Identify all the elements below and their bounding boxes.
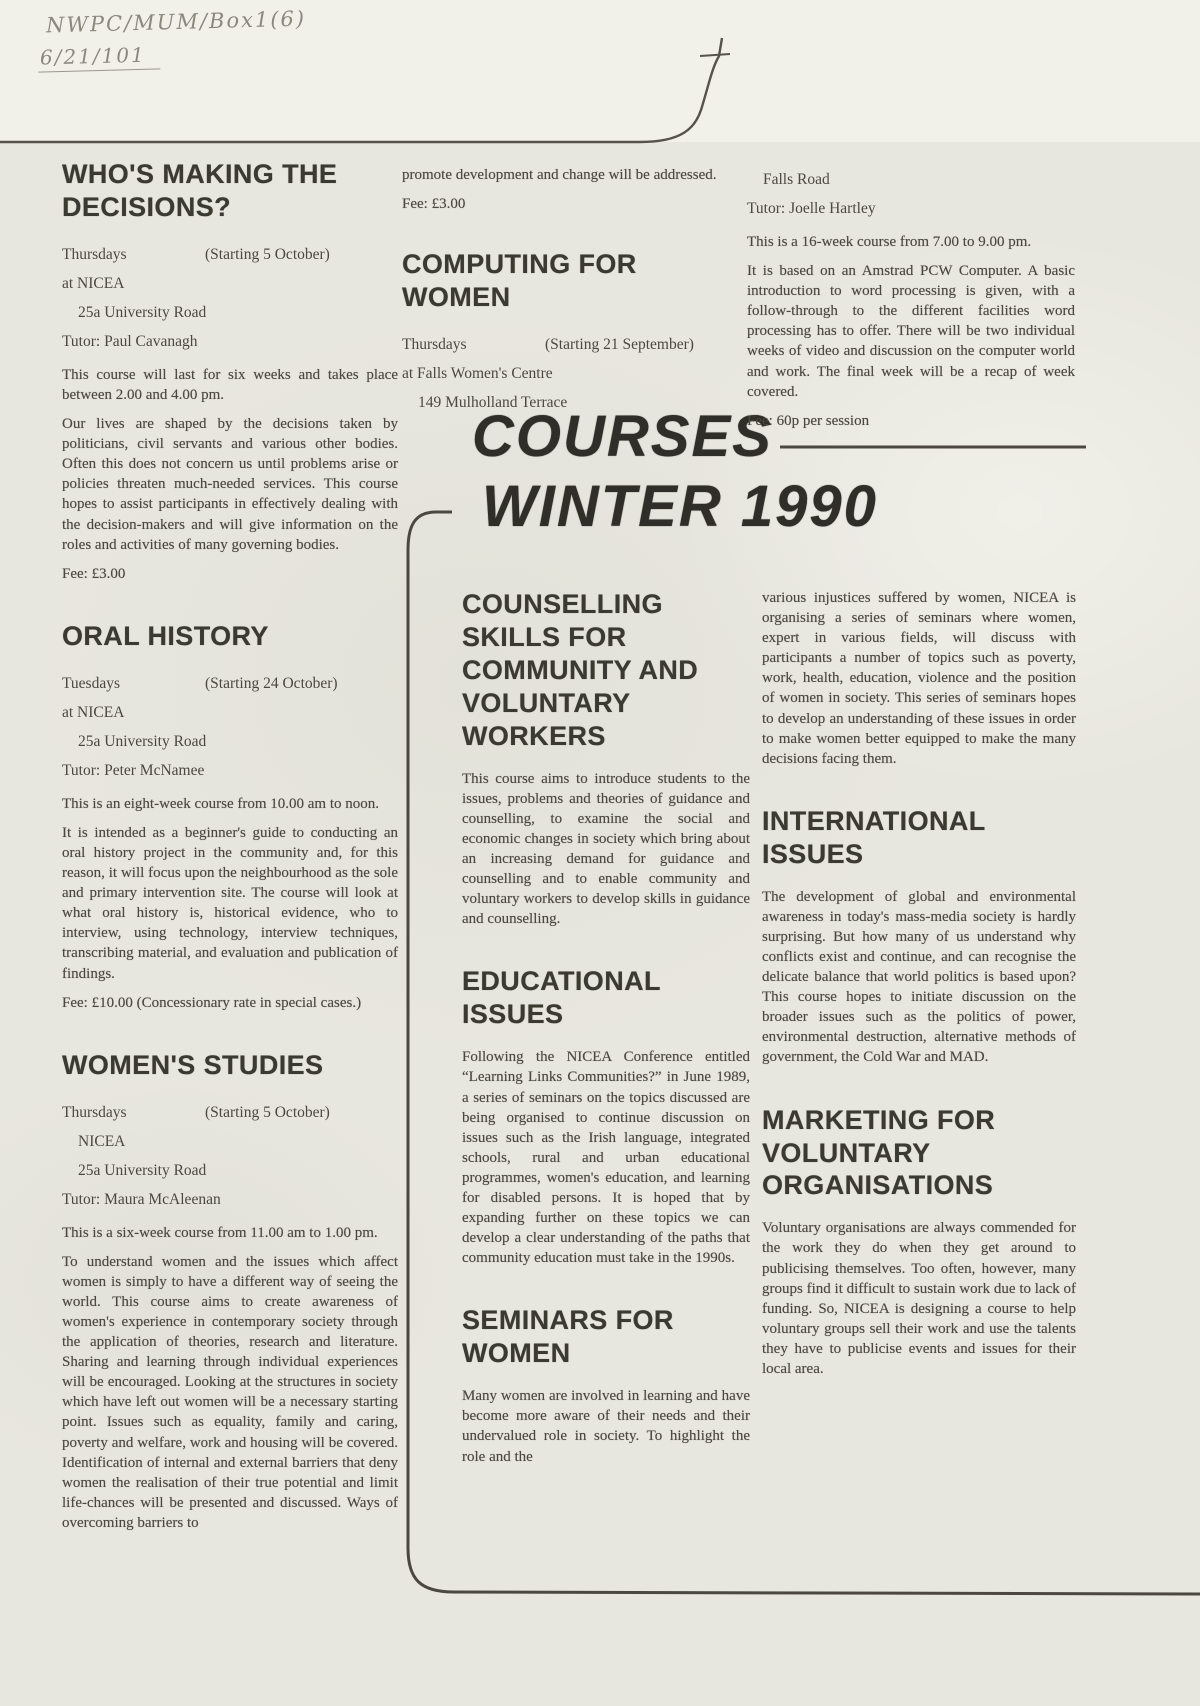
course-paragraph: This is a six-week course from 11.00 am to 1.00 pm. <box>62 1224 378 1241</box>
course-paragraph: Our lives are shaped by the decisions taken by politicians, civil servants and various other bodies. Often this does not concern us until problems arise or policies threaten much-needed services. This course hopes to assist participants in effectively dealing with the decision-makers and will give information on the roles and activities of many governing bodies. <box>62 416 398 553</box>
course-start-date: (Starting 5 October) <box>205 1103 330 1121</box>
course-start-date: (Starting 24 October) <box>205 674 338 692</box>
course-address: 25a University Road <box>78 1161 207 1179</box>
course-heading: COMPUTING FOR WOMEN <box>402 249 637 313</box>
course-paragraph: It is based on an Amstrad PCW Computer. A basic introduction to word processing is given, with a follow-through to the different facilities word processing has to offer. There will be two individual weeks of video and discussion on the computer world and work. The final week will be a recap of week covered. <box>747 263 1075 400</box>
course-paragraph: This course will last for six weeks and takes place between 2.00 and 4.00 pm. <box>62 366 398 403</box>
course-section-womens-studies <box>62 1049 398 1533</box>
handwritten-date-ref: 6/21/101 <box>38 42 160 72</box>
course-meta <box>62 669 398 785</box>
course-tutor: Tutor: Maura McAleenan <box>62 1190 221 1208</box>
course-paragraph: To understand women and the issues which affect women is simply to have a different way of seeing the world. This course aims to create awareness of women's experience in contemporary society through the application of theories, research and literature. Sharing and learning through individual experiences will be encouraged. Looking at the structures in society which have left out women will be a necessary starting point. Issues such as equality, family and caring, poverty and welfare, work and housing will be covered. Identification of internal and external barriers that deny women the realisation of their true potential and limit life-chances will be presented and discussed. Ways of overcoming barriers to <box>62 1253 398 1531</box>
left-column <box>62 158 398 1533</box>
course-heading: ORAL HISTORY <box>62 620 269 651</box>
course-meta <box>402 330 732 417</box>
course-schedule-row <box>402 330 732 359</box>
course-fee: Fee: £3.00 <box>402 196 466 213</box>
handwritten-archive-ref: NWPC/MUM/Box1(6) <box>45 6 307 38</box>
course-address: Falls Road <box>763 171 830 188</box>
course-paragraph: Many women are involved in learning and have become more aware of their needs and their undervalued role in society. To highlight the role and the <box>462 1388 750 1465</box>
seminars-continuation <box>762 588 1076 769</box>
box-middle-column <box>462 588 750 1467</box>
course-tutor: Tutor: Peter McNamee <box>62 761 205 779</box>
course-heading: MARKETING FOR VOLUNTARY ORGANISATIONS <box>762 1104 996 1201</box>
course-heading: WOMEN'S STUDIES <box>62 1049 324 1080</box>
course-meta <box>747 165 1075 223</box>
course-schedule-row <box>62 1098 398 1127</box>
course-day: Thursdays <box>62 245 127 263</box>
course-address: 149 Mulholland Terrace <box>418 394 568 412</box>
course-section-marketing-voluntary <box>762 1104 1076 1380</box>
course-start-date: (Starting 5 October) <box>205 245 330 263</box>
course-meta <box>62 240 398 356</box>
course-section-educational-issues <box>462 965 750 1268</box>
banner-title-line1: COURSES <box>472 404 773 469</box>
course-heading: WHO'S MAKING THE DECISIONS? <box>62 159 338 222</box>
course-fee: Fee: 60p per session <box>747 412 870 429</box>
course-address: 25a University Road <box>78 303 207 321</box>
course-section-counselling-skills <box>462 588 750 929</box>
course-paragraph: Following the NICEA Conference entitled “Learning Links Communities?” in June 1989, a series of seminars on the topics discussed are being organised to continue discussion on issues such as the Irish language, integrated schools, rural and urban educational programmes, women's education, and learning for disabled persons. It is hoped that by expanding further on these topics we can develop a clear understanding of the paths that community education must take in the 1990s. <box>462 1049 750 1267</box>
course-venue: NICEA <box>78 1132 126 1150</box>
course-tutor: Tutor: Paul Cavanagh <box>62 332 198 350</box>
course-section-international-issues <box>762 805 1076 1068</box>
course-heading: EDUCATIONAL ISSUES <box>462 966 661 1030</box>
course-fee: Fee: £3.00 <box>62 565 126 582</box>
course-schedule-row <box>62 240 398 269</box>
course-start-date: (Starting 21 September) <box>545 336 694 354</box>
course-address: 25a University Road <box>78 732 207 750</box>
box-right-column <box>762 588 1076 1379</box>
course-day: Thursdays <box>402 336 467 354</box>
course-paragraph: Voluntary organisations are always commended for the work they do when they get around to publicising themselves. Too often, however, many groups find it difficult to sustain work due to lack of funding. So, NICEA is designing a course to help voluntary groups sell their work and use the talents they have to publicise events and issues for their local area. <box>762 1220 1076 1378</box>
course-section-oral-history <box>62 620 398 1013</box>
course-venue: at Falls Women's Centre <box>402 365 553 383</box>
course-heading: COUNSELLING SKILLS FOR COMMUNITY AND VOLUNTARY WORKERS <box>462 589 699 751</box>
course-section-seminars-for-women <box>462 1304 750 1466</box>
course-meta <box>62 1098 398 1214</box>
course-day: Thursdays <box>62 1103 127 1121</box>
course-paragraph: It is intended as a beginner's guide to conducting an oral history project in the community and, for this reason, it will focus upon the neighbourhood as the sole and primary intervention site. The course will look at what oral history is, historical evidence, who to interview, using technology, interview techniques, transcribing material, and evaluation and publication of findings. <box>62 824 398 982</box>
banner-title-line2: WINTER 1990 <box>482 474 878 539</box>
continuation-paragraph: various injustices suffered by women, NICEA is organising a series of seminars where women, expert in various fields, will discuss with participants a number of topics such as poverty, work, health, education, violence and the position of women in society. This series of seminars hopes to develop an understanding of these issues in order to make women better equipped to make the many decisions facing them. <box>762 590 1076 767</box>
course-schedule-row <box>62 669 398 698</box>
course-paragraph: This is an eight-week course from 10.00 am to noon. <box>62 795 380 812</box>
course-paragraph: The development of global and environmental awareness in today's mass-media society is hardly surprising. But how many of us understand why conflicts exist and continue, and can recognise the delicate balance that world politics is based upon? This course hopes to initiate discussion on the broader issues such as the politics of power, environmental destruction, alternative methods of government, the Cold War and MAD. <box>762 888 1076 1066</box>
course-venue: at NICEA <box>62 703 125 721</box>
course-paragraph: This course aims to introduce students to the issues, problems and theories of guidance and counselling, to examine the social and economic changes in society which bring about an increasing demand for guidance and counselling and to enable community and voluntary workers to develop skills in guidance and counselling. <box>462 770 750 928</box>
course-fee: Fee: £10.00 (Concessionary rate in special cases.) <box>62 994 362 1011</box>
course-section-whos-making-the-decisions <box>62 158 398 584</box>
course-day: Tuesdays <box>62 674 120 692</box>
course-section-computing-for-women <box>402 165 732 417</box>
middle-top-column <box>402 165 732 421</box>
course-paragraph: This is a 16-week course from 7.00 to 9.00 pm. <box>747 234 1032 250</box>
course-heading: SEMINARS FOR WOMEN <box>462 1305 674 1369</box>
course-tutor: Tutor: Joelle Hartley <box>747 200 876 217</box>
course-heading: INTERNATIONAL ISSUES <box>762 805 986 869</box>
right-top-column <box>747 165 1075 431</box>
continuation-paragraph: promote development and change will be addressed. <box>402 167 717 183</box>
course-section-computing-continued <box>747 165 1075 431</box>
course-venue: at NICEA <box>62 274 125 292</box>
